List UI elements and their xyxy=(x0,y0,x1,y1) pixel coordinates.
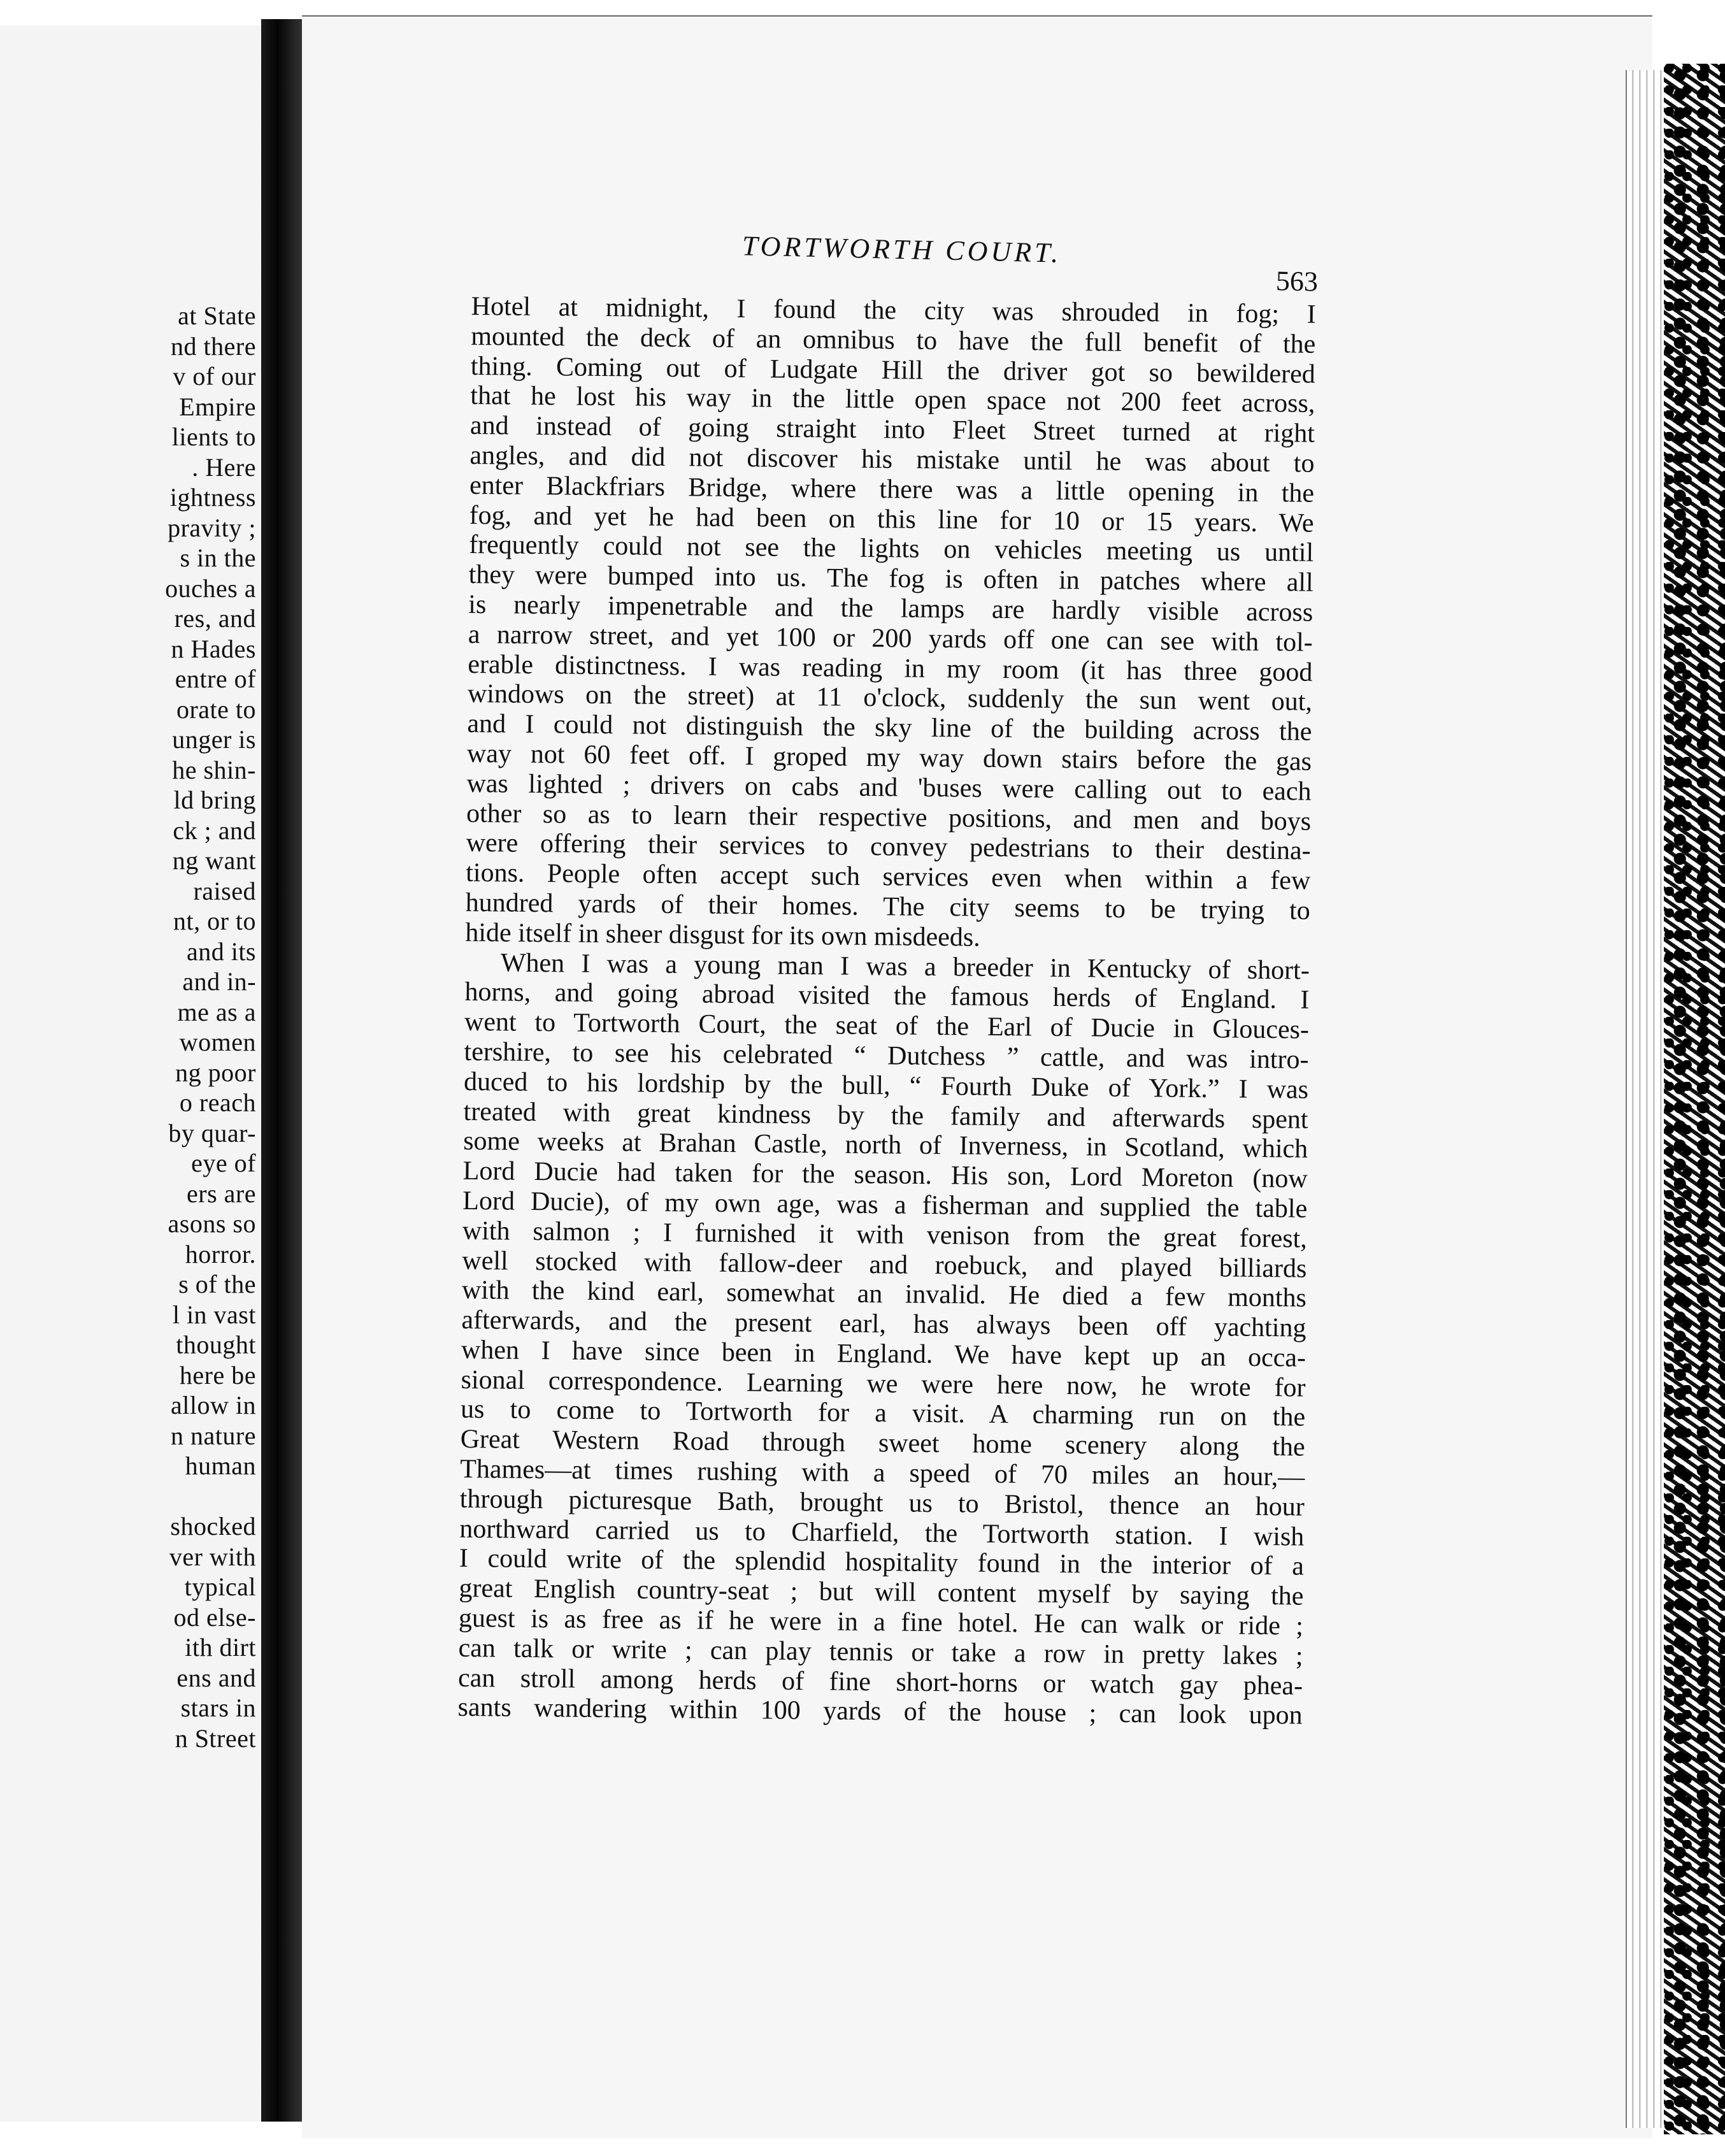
text-line: Lord Ducie had taken for the season. His son, Lord Moreton (now xyxy=(462,1156,1308,1194)
left-line: Empire xyxy=(179,392,256,421)
text-line: treated with great kindness by the family and afterwards spent xyxy=(463,1096,1308,1135)
left-line: n Street xyxy=(175,1723,256,1753)
text-line: Thames—at times rushing with a speed of 70 miles an hour,— xyxy=(460,1454,1305,1492)
left-line: n Hades xyxy=(171,634,256,663)
book-gutter xyxy=(261,19,302,2122)
left-line: s in the xyxy=(180,543,256,572)
left-line: lients to xyxy=(171,422,256,451)
text-line: that he lost his way in the little open space not 200 feet across, xyxy=(470,381,1315,419)
left-line: . Here xyxy=(192,452,256,482)
text-line: northward carried us to Charfield, the Tortworth station. I wish xyxy=(459,1514,1305,1552)
left-line: human xyxy=(185,1451,256,1480)
text-line: tions. People often accept such services even when within a few xyxy=(466,858,1311,896)
left-page xyxy=(0,25,262,2122)
left-line: women xyxy=(179,1028,256,1056)
text-line: great English country-seat ; but will content myself by saying the xyxy=(459,1574,1304,1611)
text-line: Great Western Road through sweet home scenery along the xyxy=(460,1425,1305,1462)
text-line: horns, and going abroad visited the famous herds of England. I xyxy=(464,977,1310,1016)
left-line: by quar- xyxy=(168,1118,256,1147)
text-line: I could write of the splendid hospitality found in the interior of a xyxy=(459,1544,1305,1582)
text-line: Lord Ducie), of my own age, was a fisherman and supplied the table xyxy=(462,1186,1308,1224)
left-line: and its xyxy=(186,937,256,966)
left-line: ers are xyxy=(187,1179,256,1208)
page-number: 563 xyxy=(1275,265,1319,298)
left-line: o reach xyxy=(179,1088,256,1117)
text-line: through picturesque Bath, brought us to Bristol, thence an hour xyxy=(459,1484,1305,1522)
left-line: s of the xyxy=(178,1270,256,1298)
left-line: ng want xyxy=(172,846,256,875)
text-line: frequently could not see the lights on vehicles meeting us until xyxy=(468,530,1314,568)
left-line: ver with xyxy=(169,1542,256,1571)
text-line: erable distinctness. I was reading in my room (it has three good xyxy=(468,649,1313,687)
left-line: and in- xyxy=(182,967,256,996)
left-line: shocked xyxy=(170,1512,256,1541)
text-line: fog, and yet he had been on this line for 10 or 15 years. We xyxy=(469,500,1314,538)
left-line: ng poor xyxy=(175,1058,256,1087)
text-line: with salmon ; I furnished it with venison from the great forest, xyxy=(462,1216,1308,1254)
marbled-book-edge xyxy=(1664,64,1725,2134)
left-line: ld bring xyxy=(173,786,256,814)
left-line: pravity ; xyxy=(168,513,256,542)
left-page-text xyxy=(165,301,256,1753)
running-head: TORTWORTH COURT. xyxy=(741,230,1062,269)
text-line: can talk or write ; can play tennis or take a row in pretty lakes ; xyxy=(458,1633,1303,1671)
left-line: asons so xyxy=(168,1209,256,1238)
text-line: sants wandering within 100 yards of the house ; can look upon xyxy=(457,1693,1303,1731)
text-line: and I could not distinguish the sky line of the building across the xyxy=(467,709,1312,747)
left-line: here be xyxy=(179,1360,256,1390)
left-line: horror. xyxy=(185,1239,256,1268)
text-line: hundred yards of their homes. The city seems to be trying to xyxy=(465,888,1310,926)
text-line: afterwards, and the present earl, has always been off yachting xyxy=(461,1305,1306,1343)
text-line: well stocked with fallow-deer and roebuck, and played billiards xyxy=(462,1246,1307,1284)
text-line: a narrow street, and yet 100 or 200 yards off one can see with tol- xyxy=(468,619,1313,658)
text-line: were offering their services to convey pedestrians to their destina- xyxy=(466,828,1311,866)
text-line: duced to his lordship by the bull, “ Fourth Duke of York.” I was xyxy=(463,1067,1309,1105)
left-line: at State xyxy=(178,301,256,330)
text-line: when I have since been in England. We have kept up an occa- xyxy=(461,1335,1306,1373)
text-line: and instead of going straight into Fleet Street turned at right xyxy=(469,411,1315,449)
text-line: way not 60 feet off. I groped my way down stairs before the gas xyxy=(466,738,1312,777)
text-line: can stroll among herds of fine short-horns or watch gay phea- xyxy=(457,1663,1303,1701)
left-line: ens and xyxy=(176,1663,256,1692)
text-line: with the kind earl, somewhat an invalid. He died a few months xyxy=(461,1276,1307,1313)
text-line: Hotel at midnight, I found the city was shrouded in fog; I xyxy=(471,292,1316,329)
text-line: us to come to Tortworth for a visit. A charming run on the xyxy=(460,1395,1306,1433)
left-line xyxy=(165,1481,256,1512)
left-line: unger is xyxy=(172,725,256,754)
left-line: nt, or to xyxy=(173,907,256,935)
left-line: thought xyxy=(176,1330,256,1359)
left-line: allow in xyxy=(171,1391,256,1419)
text-line: When I was a young man I was a breeder in Kentucky of short- xyxy=(500,948,1310,986)
text-line: hide itself in sheer disgust for its own misdeeds. xyxy=(465,917,980,952)
text-line: other so as to learn their respective positions, and men and boys xyxy=(466,798,1312,837)
left-line: od else- xyxy=(173,1602,256,1632)
left-line: he shin- xyxy=(172,755,256,784)
left-line: typical xyxy=(184,1572,256,1601)
left-line: nd there xyxy=(171,331,256,361)
left-line: v of our xyxy=(173,362,256,391)
left-line: ightness xyxy=(169,483,256,512)
left-line: ouches a xyxy=(165,573,256,603)
text-line: angles, and did not discover his mistake until he was about to xyxy=(469,440,1315,478)
page-edges xyxy=(1626,70,1665,2128)
text-line: guest is as free as if he were in a fine hotel. He can walk or ride ; xyxy=(458,1603,1304,1641)
text-line: some weeks at Brahan Castle, north of Inverness, in Scotland, which xyxy=(462,1126,1308,1164)
left-line: me as a xyxy=(177,997,256,1026)
text-line: went to Tortworth Court, the seat of the Earl of Ducie in Glouces- xyxy=(464,1007,1310,1045)
text-line: mounted the deck of an omnibus to have the full benefit of the xyxy=(471,321,1316,359)
left-line: orate to xyxy=(176,694,256,724)
text-line: is nearly impenetrable and the lamps are hardly visible across xyxy=(468,589,1313,628)
text-line: tershire, to see his celebrated “ Dutchess ” cattle, and was intro- xyxy=(464,1037,1309,1075)
text-line: sional correspondence. Learning we were here now, he wrote for xyxy=(461,1365,1306,1403)
left-line: ck ; and xyxy=(173,816,256,845)
left-line: raised xyxy=(193,876,256,905)
left-line: stars in xyxy=(180,1693,256,1722)
text-line: windows on the street) at 11 o'clock, suddenly the sun went out, xyxy=(467,679,1313,717)
left-line: eye of xyxy=(191,1149,256,1177)
body-text xyxy=(457,292,1316,1731)
left-line: res, and xyxy=(174,604,256,633)
left-line: ith dirt xyxy=(185,1633,256,1662)
left-line: entre of xyxy=(175,665,256,693)
left-line: n nature xyxy=(171,1421,256,1450)
text-line: was lighted ; drivers on cabs and 'buses were calling out to each xyxy=(466,768,1312,807)
text-line: they were bumped into us. The fog is often in patches where all xyxy=(468,560,1313,598)
text-line: enter Blackfriars Bridge, where there was a little opening in the xyxy=(469,470,1315,508)
left-line: l in vast xyxy=(172,1300,256,1329)
text-line: thing. Coming out of Ludgate Hill the driver got so bewildered xyxy=(470,351,1316,389)
